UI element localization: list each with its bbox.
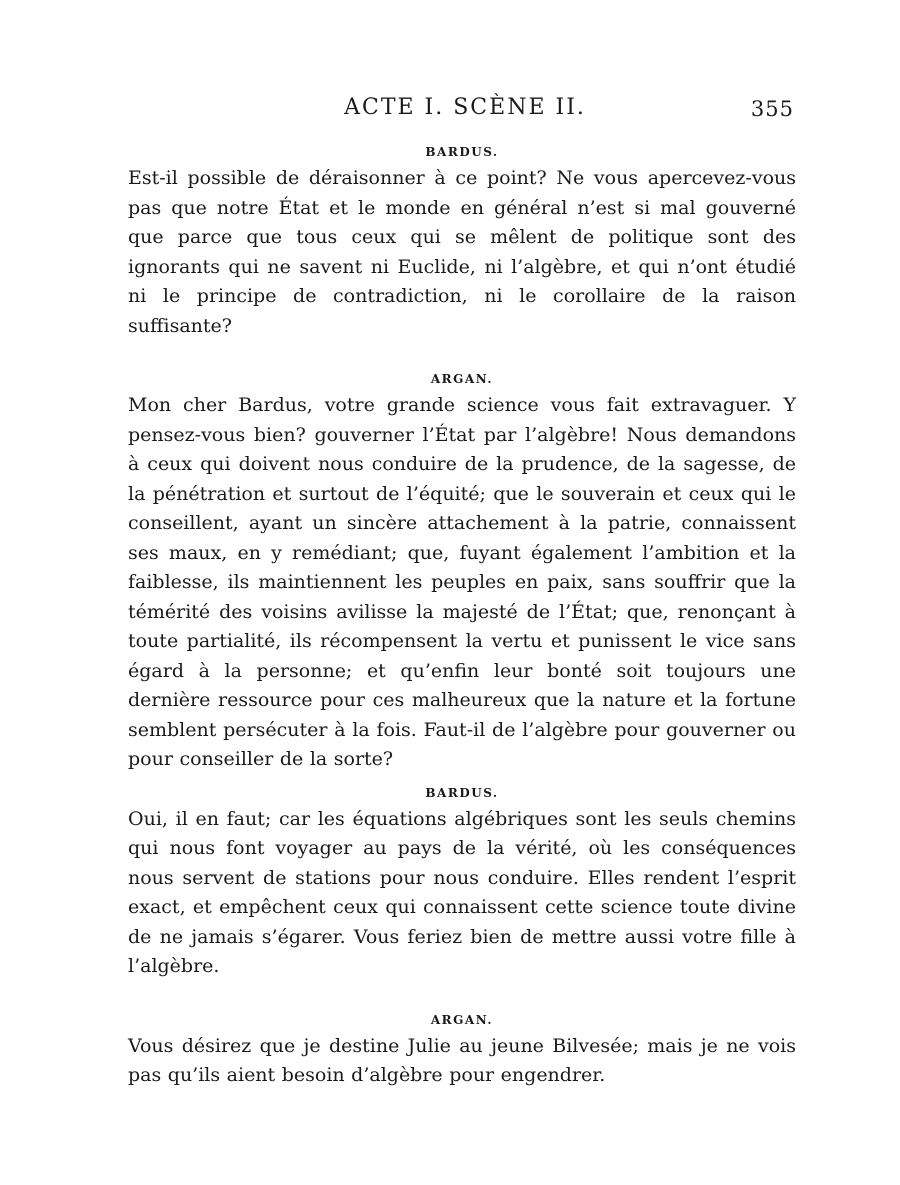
speech-paragraph: Oui, il en faut; car les équations algébriques sont les seuls chemins qui nous font voyager au pays de la vérité, où les conséquences nous servent de stations pour nous conduire. Elles rendent l’esprit exact, et empêchent ceux qui connaissent cette science toute divine de ne jamais s’égarer. Vous feriez bien de mettre aussi votre fille à l’algèbre.: [128, 807, 796, 977]
speech-paragraph: Mon cher Bardus, votre grande science vous fait extravaguer. Y pensez-vous bien? gouverner l’État par l’algèbre! Nous demandons à ceux qui doivent nous conduire de la prudence, de la sagesse, de la pénétration et surtout de l’équité; que le souverain et ceux qui le conseillent, ayant un sincère attachement à la patrie, connaissent ses maux, en y remédiant; que, fuyant également l’ambition et la faiblesse, ils maintiennent les peuples en paix, sans souffrir que la témérité des voisins avilisse la majesté de l’État; que, renonçant à toute partialité, ils récompensent la vertu et punissent le vice sans égard à la personne; et qu’enfin leur bonté soit toujours une dernière ressource pour ces malheureux que la nature et la fortune semblent persécuter à la fois. Faut-il de l’algèbre pour gouverner ou pour conseiller de la sorte?: [128, 394, 796, 770]
page-number: 355: [750, 97, 794, 121]
running-title: ACTE I. SCÈNE II.: [344, 95, 586, 120]
dialogue-body: [128, 140, 796, 1091]
speaker-name: BARDUS.: [425, 785, 499, 800]
running-head: [0, 95, 900, 125]
speaker-name: ARGAN.: [430, 1012, 494, 1027]
speaker-name: ARGAN.: [430, 372, 494, 386]
speaker-name: BARDUS.: [425, 145, 499, 159]
speech-paragraph: Vous désirez que je destine Julie au jeune Bilvesée; mais je ne vois pas qu’ils aient besoin d’algèbre pour engendrer.: [128, 1034, 796, 1086]
speech-paragraph: Est-il possible de déraisonner à ce point? Ne vous apercevez-vous pas que notre État et le monde en général n’est si mal gouverné que parce que tous ceux qui se mêlent de politique sont des ignorants qui ne savent ni Euclide, ni l’algèbre, et qui n’ont étudié ni le principe de contradiction, ni le corollaire de la raison suffisante?: [128, 167, 796, 337]
